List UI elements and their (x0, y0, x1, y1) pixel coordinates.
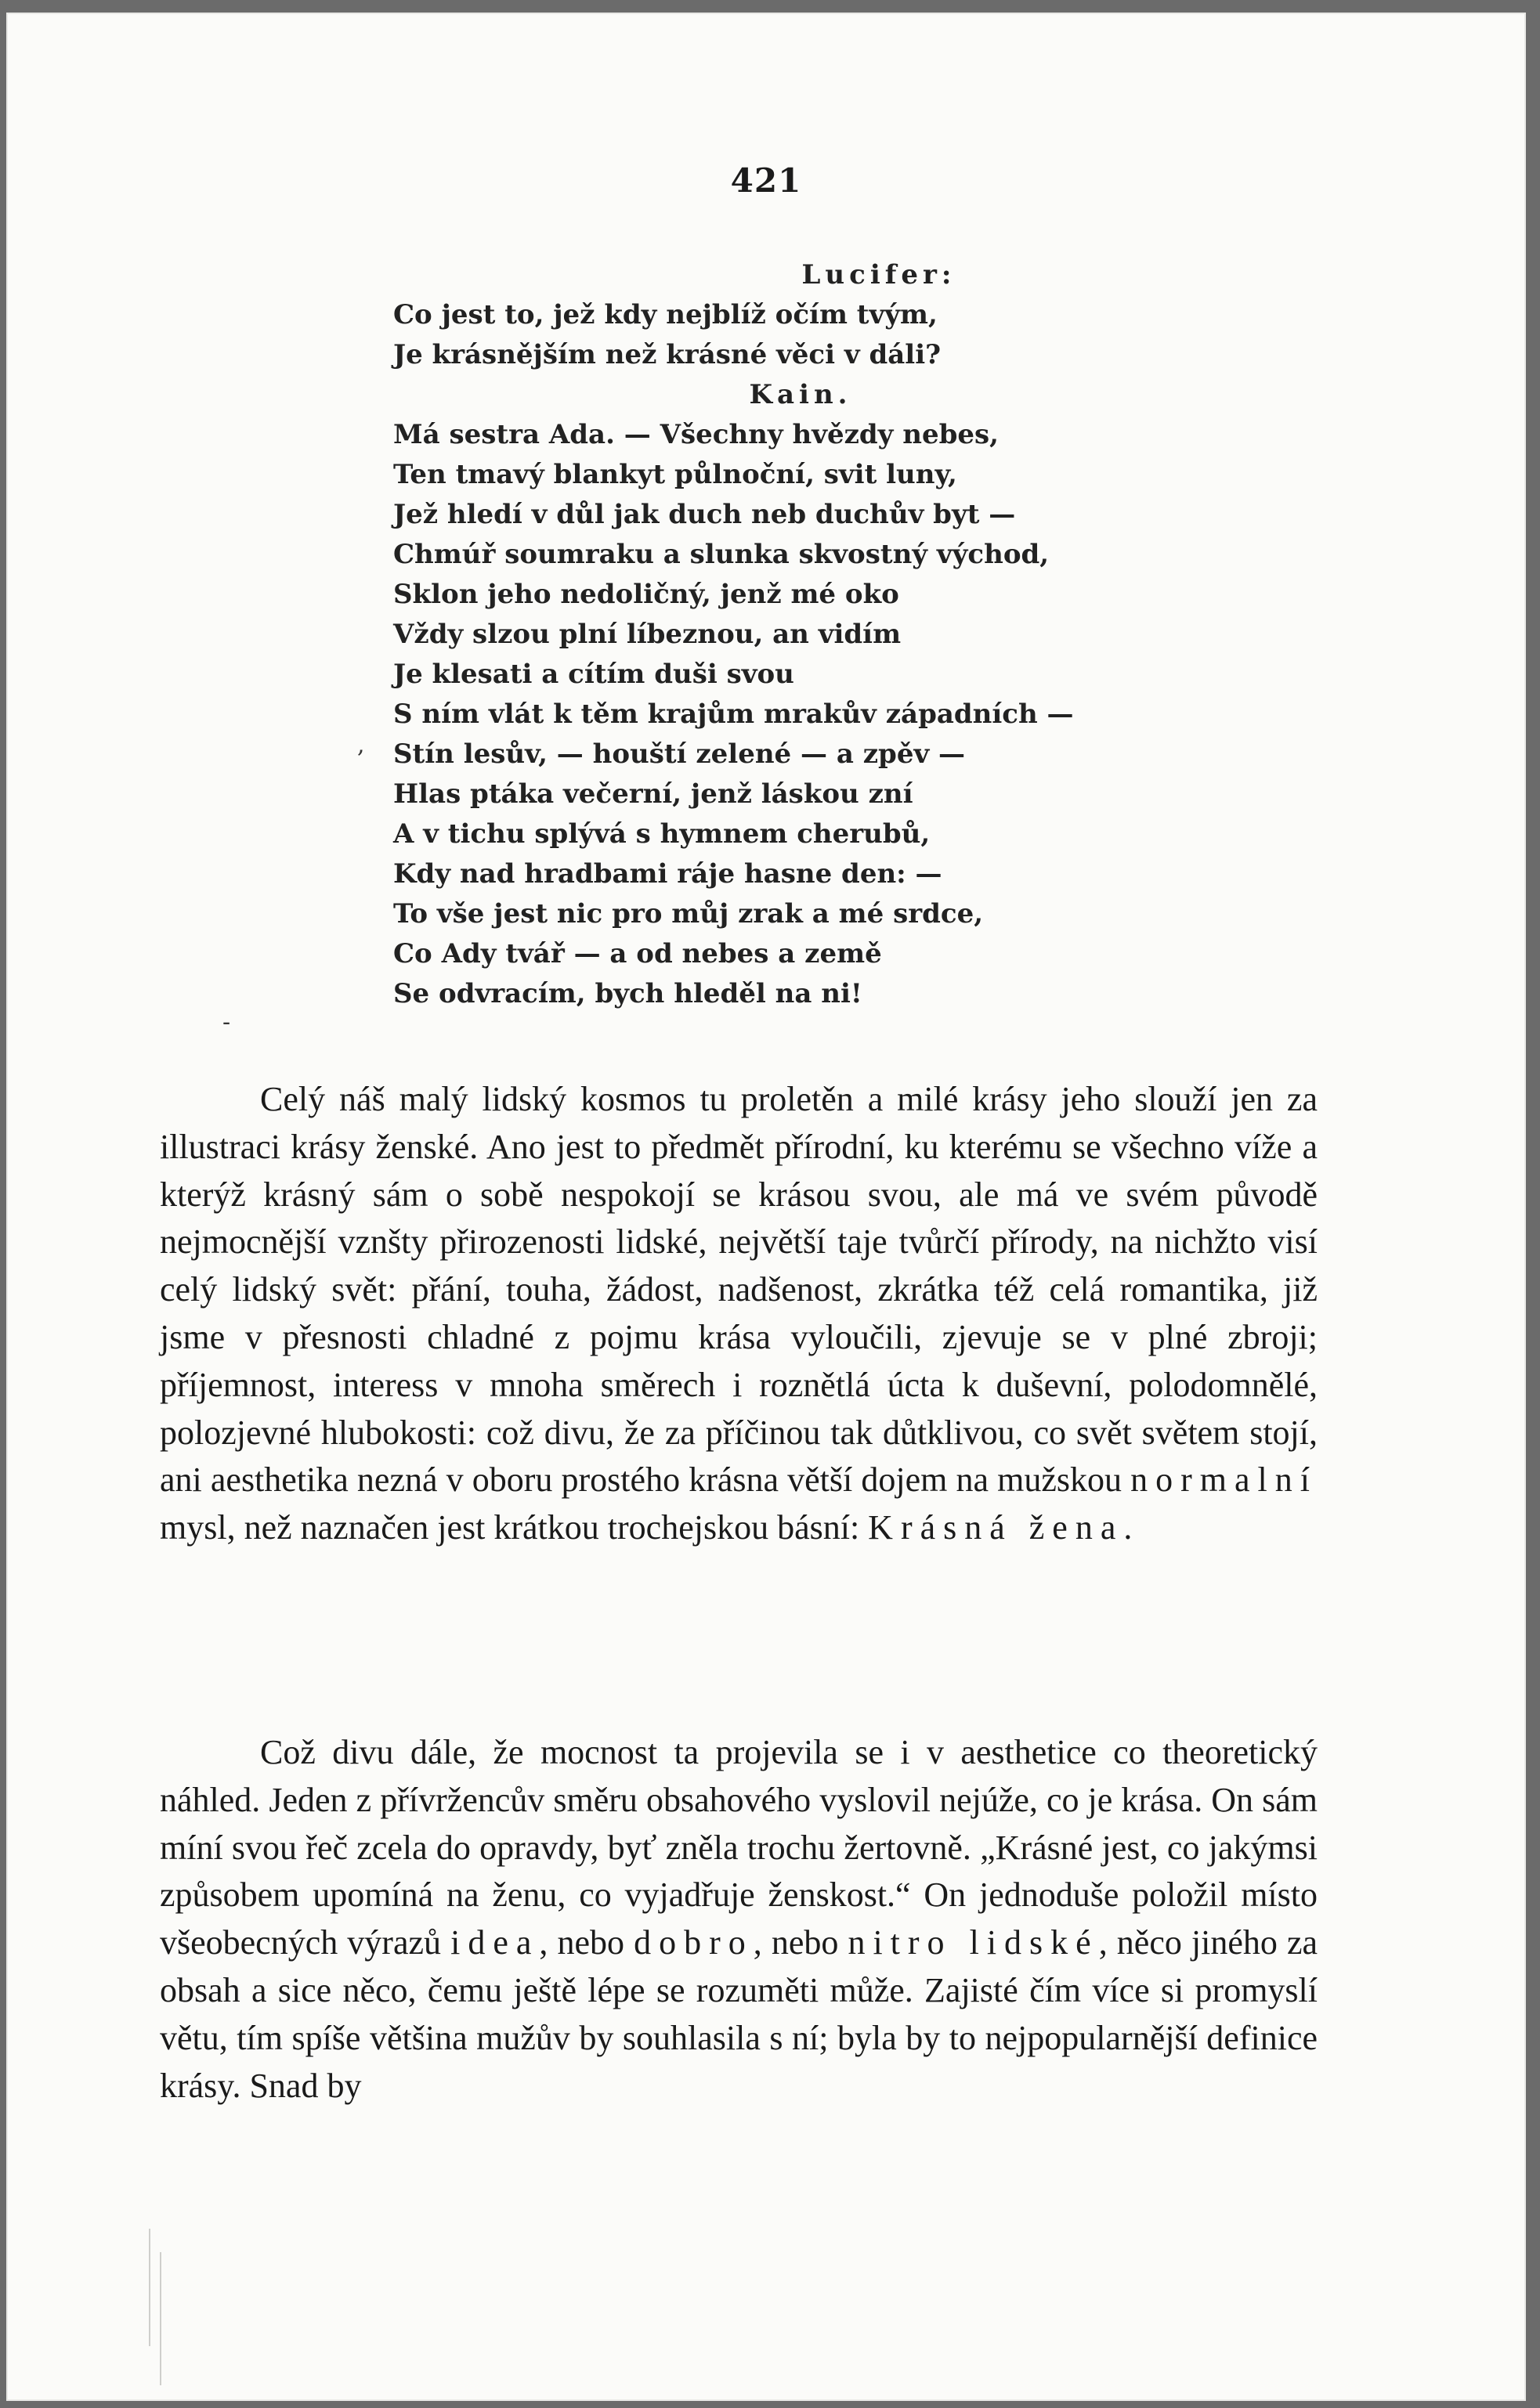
verse-line: Se odvracím, bych hleděl na ni! (393, 978, 862, 1009)
verse-line: A v tichu splývá s hymnem cherubů, (393, 818, 931, 850)
scan-margin-line (149, 2229, 150, 2346)
verse-line: Stín lesův, — houští zelené — a zpěv — (393, 738, 966, 770)
paragraph-text: Celý náš malý lidský kosmos tu proletěn a milé krásy jeho slouží jen za illustraci krásy ženské. Ano jest to předmět přírodní, ku kterému se všechno víže a kterýž krásný sám o sobě nespokojí se krásou svou, ale má ve svém původě nejmocnější vznšty přirozenosti lidské, největší taje tvůrčí přírody, na nichžto visí celý lidský svět: přání, touha, žádost, nadšenost, zkrátka též celá romantika, již jsme v přesnosti chladné z pojmu krása vyloučili, zjevuje se v plné zbroji; příjemnost, interess v mnoha směrech i roznětlá úcta k duševní, polodomnělé, polozjevné hlubokosti: což divu, že za příčinou tak důtklivou, co svět světem stojí, ani aesthetika nezná v oboru prostého krásna větší dojem na mužskou (160, 1080, 1318, 1500)
speaker-lucifer: Lucifer: (801, 259, 956, 291)
paragraph-text: Což divu dále, že mocnost ta projevila se i v aesthetice co theoretický náhled. Jeden z přívržencův směru obsahového vyslovil nejúže, co je krása. On sám míní svou řeč zcela do opravdy, byť zněla trochu žertovně. „Krásné jest, co jakýmsi způsobem upomíná na ženu, co vyjadřuje ženskost.“ On jednoduše položil místo všeobecných výrazů (160, 1733, 1318, 1962)
verse-line: Je klesati a cítím duši svou (393, 659, 794, 690)
verse-line: To vše jest nic pro můj zrak a mé srdce, (393, 898, 984, 930)
spaced-emphasis: normalní (1130, 1460, 1318, 1500)
spaced-emphasis: nitro lidské (848, 1923, 1099, 1962)
verse-line: Chmúř soumraku a slunka skvostný východ, (393, 539, 1050, 570)
verse-line: Hlas ptáka večerní, jenž láskou zní (393, 778, 913, 810)
scan-margin-line (160, 2252, 161, 2385)
paragraph (160, 1729, 1318, 2110)
paragraph-text: , nebo (753, 1923, 839, 1962)
verse-line: Má sestra Ada. — Všechny hvězdy nebes, (393, 419, 1000, 450)
book-page (6, 13, 1526, 2401)
paragraph-text: mysl, než naznačen jest krátkou trochejskou básní: (160, 1508, 860, 1547)
verse-line: Jež hledí v důl jak duch neb duchův byt — (393, 499, 1016, 530)
verse-excerpt (393, 255, 1177, 1014)
verse-line: Ten tmavý blankyt půlnoční, svit luny, (393, 459, 957, 490)
stray-mark: - (222, 1009, 231, 1036)
verse-line: Kdy nad hradbami ráje hasne den: — (393, 858, 942, 890)
paragraph-text: , nebo (539, 1923, 625, 1962)
page-number: 421 (730, 161, 802, 200)
paragraph-text: , něco jiného za obsah a sice něco, čemu ještě lépe se rozuměti může. Zajisté čím více si promyslí větu, tím spíše většina mužův by souhlasila s ní; byla by to nejpopularnější definice krásy. Snad by (160, 1923, 1318, 2105)
stray-mark: , (357, 731, 365, 759)
verse-line: Je krásnějším než krásné věci v dáli? (393, 339, 942, 370)
verse-line: Co Ady tvář — a od nebes a země (393, 938, 882, 969)
verse-line: Sklon jeho nedoličný, jenž mé oko (393, 579, 899, 610)
verse-line: S ním vlát k těm krajům mrakův západních — (393, 699, 1074, 730)
spaced-emphasis: idea (450, 1923, 540, 1962)
spaced-emphasis: dobro (634, 1923, 754, 1962)
spaced-emphasis: Krásná žena. (868, 1508, 1141, 1547)
verse-line: Vždy slzou plní líbeznou, an vidím (393, 619, 902, 650)
speaker-kain: Kain. (749, 379, 852, 410)
verse-line: Co jest to, jež kdy nejblíž očím tvým, (393, 299, 938, 330)
paragraph (160, 1076, 1318, 1552)
